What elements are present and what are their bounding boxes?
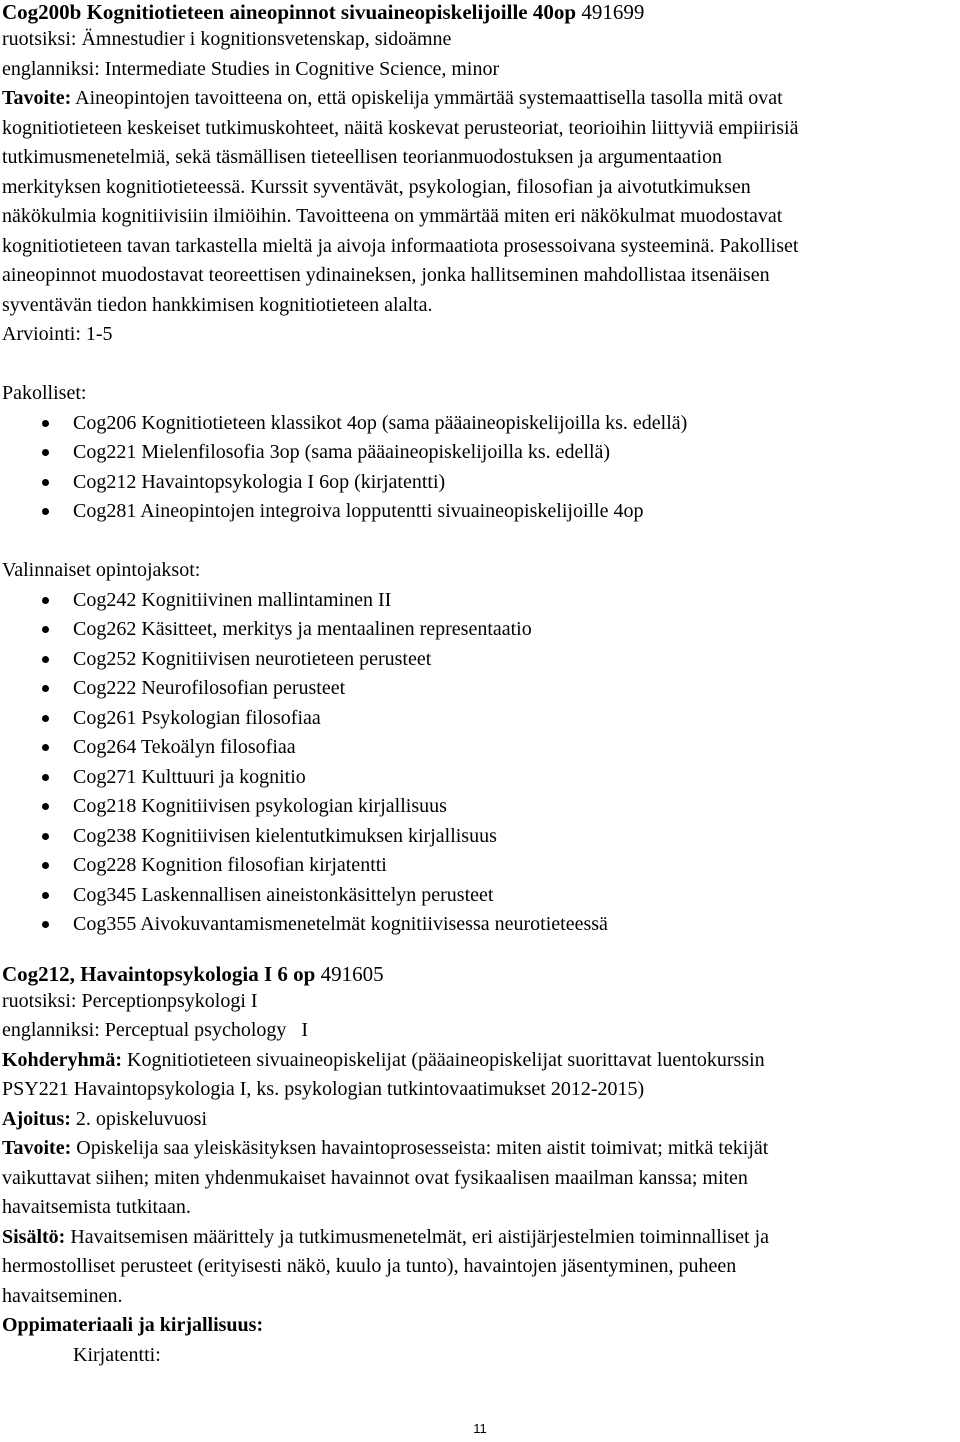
course-title	[2, 962, 957, 987]
timing-label: Ajoitus:	[2, 1107, 71, 1130]
goal-paragraph	[2, 84, 957, 320]
content-line: Havaitsemisen määrittely ja tutkimusmenetelmät, eri aistijärjestelmien toiminnalliset ja	[65, 1225, 770, 1248]
list-item-text: Cog261 Psykologian filosofiaa	[73, 706, 321, 729]
list-item-text: Cog221 Mielenfilosofia 3op (sama pääaineopiskelijoilla ks. edellä)	[73, 441, 611, 463]
swedish-name	[2, 987, 957, 1017]
english-name	[2, 55, 957, 85]
content-line: havaitseminen.	[2, 1284, 123, 1307]
list-item-text: Cog252 Kognitiivisen neurotieteen perusteet	[73, 647, 432, 670]
page-content	[2, 0, 957, 1370]
list-item	[2, 645, 957, 675]
target-line: Kognitiotieteen sivuaineopiskelijat (pääaineopiskelijat suorittavat luentokurssin	[122, 1048, 765, 1071]
english-label: englanniksi:	[2, 1019, 100, 1041]
list-item	[2, 615, 957, 645]
list-item-text: Cog212 Havaintopsykologia I 6op (kirjatentti)	[73, 470, 446, 493]
swedish-name	[2, 25, 957, 55]
list-item-text: Cog238 Kognitiivisen kielentutkimuksen kirjallisuus	[73, 824, 497, 847]
bullet-icon	[42, 685, 49, 692]
list-item	[2, 910, 957, 940]
bullet-icon	[42, 833, 49, 840]
list-item	[2, 497, 957, 527]
bullet-icon	[42, 774, 49, 781]
course-title	[2, 0, 957, 25]
list-item	[2, 733, 957, 763]
goal-line: vaikuttavat siihen; miten yhdenmukaiset havainnot ovat fysikaalisen maailman kanssa; miten	[2, 1166, 748, 1189]
course-title-code: Cog212, Havaintopsykologia I 6 op	[2, 961, 316, 986]
list-item	[2, 468, 957, 498]
bullet-icon	[42, 921, 49, 928]
list-item	[2, 438, 957, 468]
materials-heading: Oppimateriaali ja kirjallisuus:	[2, 1314, 264, 1336]
elective-list	[2, 586, 957, 940]
list-item-text: Cog355 Aivokuvantamismenetelmät kognitiivisessa neurotieteessä	[73, 913, 608, 935]
list-item-text: Cog281 Aineopintojen integroiva lopputentti sivuaineopiskelijoille 4op	[73, 500, 644, 522]
english-value: Perceptual psychology I	[104, 1019, 309, 1041]
list-item-text: Cog345 Laskennallisen aineistonkäsittelyn perusteet	[73, 883, 494, 906]
list-item	[2, 881, 957, 911]
target-label: Kohderyhmä:	[2, 1048, 122, 1071]
mandatory-list	[2, 409, 957, 527]
swedish-label: ruotsiksi:	[2, 989, 77, 1012]
goal-line: Opiskelija saa yleiskäsityksen havaintoprosesseista: miten aistit toimivat; mitkä tekijät	[71, 1137, 769, 1159]
english-label: englanniksi:	[2, 57, 100, 80]
list-item	[2, 792, 957, 822]
mandatory-heading: Pakolliset:	[2, 382, 87, 404]
timing-line	[2, 1105, 957, 1135]
bullet-icon	[42, 715, 49, 722]
content-paragraph	[2, 1223, 957, 1312]
bullet-icon	[42, 656, 49, 663]
list-item-text: Cog222 Neurofilosofian perusteet	[73, 677, 346, 699]
content-label: Sisältö:	[2, 1225, 66, 1248]
page-number: 11	[473, 1421, 487, 1436]
goal-line: näkökulmia kognitiivisiin ilmiöihin. Tavoitteena on ymmärtää miten eri näkökulmat muodostavat	[2, 205, 783, 227]
list-item-text: Cog271 Kulttuuri ja kognitio	[73, 765, 306, 788]
list-item	[2, 851, 957, 881]
bullet-icon	[42, 892, 49, 899]
list-item-text: Cog218 Kognitiivisen psykologian kirjallisuus	[73, 795, 447, 817]
bullet-icon	[42, 626, 49, 633]
list-item	[2, 763, 957, 793]
goal-line: Aineopintojen tavoitteena on, että opiskelija ymmärtää systemaattisella tasolla mitä ovat	[71, 87, 783, 109]
list-item-text: Cog242 Kognitiivinen mallintaminen II	[73, 588, 392, 611]
rating-line: Arviointi: 1-5	[2, 323, 113, 345]
elective-heading: Valinnaiset opintojaksot:	[2, 559, 201, 581]
goal-label: Tavoite:	[2, 1137, 72, 1159]
course-title-id: 491605	[320, 961, 384, 986]
list-item-text: Cog206 Kognitiotieteen klassikot 4op (sama pääaineopiskelijoilla ks. edellä)	[73, 411, 688, 434]
content-line: hermostolliset perusteet (erityisesti näkö, kuulo ja tunto), havaintojen jäsentyminen, puheen	[2, 1255, 737, 1277]
goal-line: havaitsemista tutkitaan.	[2, 1196, 191, 1218]
goal-line: aineopinnot muodostavat teoreettisen ydinaineksen, jonka hallitseminen mahdollistaa itsenäisen	[2, 264, 770, 286]
bullet-icon	[42, 803, 49, 810]
book-exam-label: Kirjatentti:	[73, 1343, 161, 1366]
goal-label: Tavoite:	[2, 87, 72, 109]
list-item	[2, 674, 957, 704]
list-item-text: Cog262 Käsitteet, merkitys ja mentaalinen representaatio	[73, 618, 532, 640]
goal-line: merkityksen kognitiotieteessä. Kurssit syventävät, psykologian, filosofian ja aivotutkimuksen	[2, 175, 751, 198]
goal-line: tutkimusmenetelmiä, sekä täsmällisen tieteellisen teorianmuodostuksen ja argumentaation	[2, 146, 722, 168]
bullet-icon	[42, 744, 49, 751]
swedish-label: ruotsiksi:	[2, 28, 77, 50]
target-paragraph	[2, 1046, 957, 1105]
target-line: PSY221 Havaintopsykologia I, ks. psykologian tutkintovaatimukset 2012-2015)	[2, 1078, 645, 1100]
course-title-id: 491699	[581, 0, 645, 24]
goal-line: syventävän tiedon hankkimisen kognitiotieteen alalta.	[2, 293, 433, 316]
goal-line: kognitiotieteen keskeiset tutkimuskohteet, näitä koskevat perusteoriat, teorioihin liittyviä empiirisiä	[2, 116, 799, 139]
bullet-icon	[42, 862, 49, 869]
list-item	[2, 822, 957, 852]
list-item-text: Cog264 Tekoälyn filosofiaa	[73, 736, 296, 758]
list-item	[2, 704, 957, 734]
swedish-value: Ämnestudier i kognitionsvetenskap, sidoämne	[81, 28, 452, 50]
goal-paragraph	[2, 1134, 957, 1223]
swedish-value: Perceptionpsykologi I	[81, 989, 258, 1012]
course-title-code: Cog200b Kognitiotieteen aineopinnot sivuaineopiskelijoille 40op	[2, 0, 577, 24]
english-value: Intermediate Studies in Cognitive Science, minor	[104, 57, 500, 80]
bullet-icon	[42, 449, 49, 456]
timing-value: 2. opiskeluvuosi	[70, 1107, 208, 1130]
list-item-text: Cog228 Kognition filosofian kirjatentti	[73, 854, 387, 876]
bullet-icon	[42, 420, 49, 427]
bullet-icon	[42, 597, 49, 604]
english-name	[2, 1016, 957, 1046]
bullet-icon	[42, 479, 49, 486]
list-item	[2, 586, 957, 616]
bullet-icon	[42, 508, 49, 515]
goal-line: kognitiotieteen tavan tarkastella mieltä ja aivoja informaatiota prosessoivana systeeminä. Pakolliset	[2, 234, 799, 257]
list-item	[2, 409, 957, 439]
